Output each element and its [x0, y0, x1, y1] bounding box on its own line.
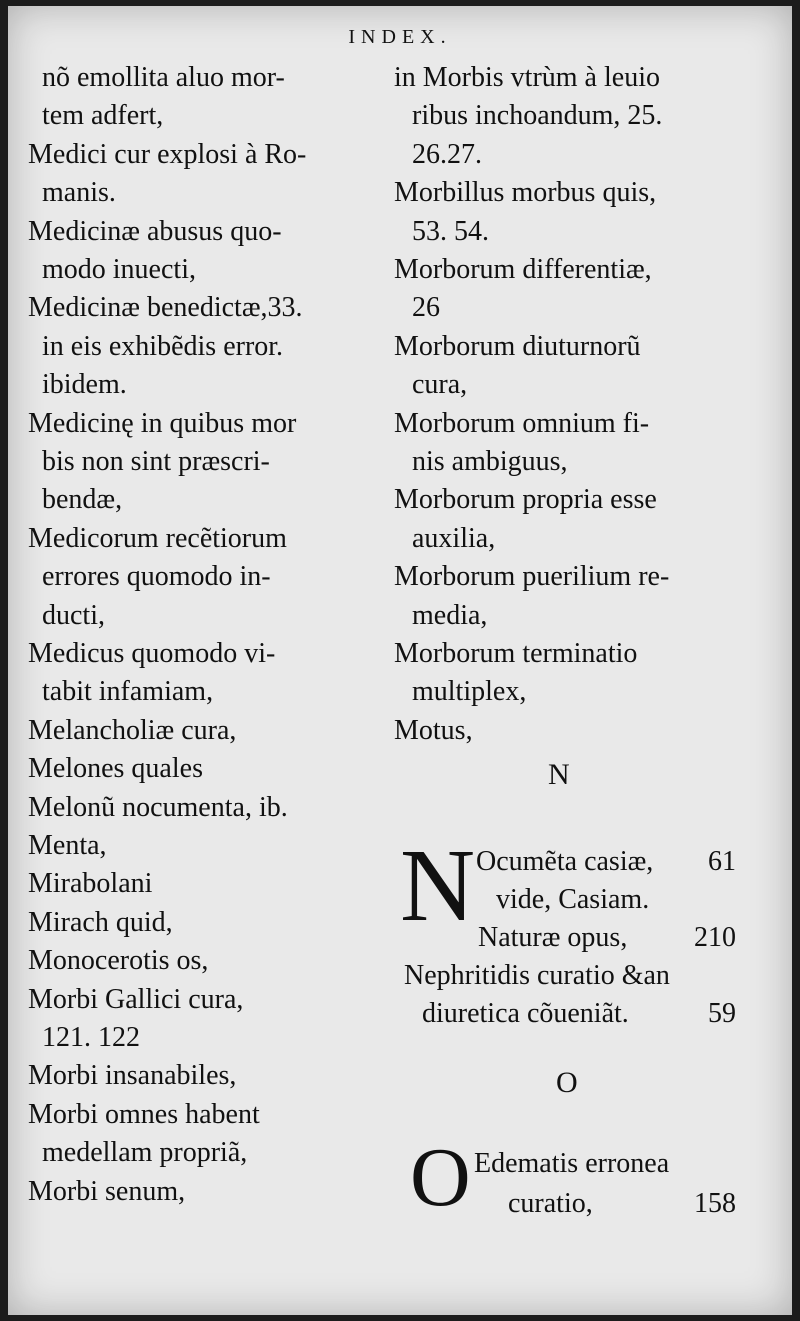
index-entry: Monocerotis os, [28, 945, 209, 977]
index-entry: Medicinæ abusus quo- [28, 215, 282, 247]
index-entry: bendæ, [42, 484, 123, 516]
index-entry: 121. 122 [42, 1022, 140, 1053]
index-entry: Mirabolani [28, 868, 153, 900]
index-entry: Morborum propria esse [394, 484, 657, 516]
index-entry: Morbi Gallici cura, [28, 983, 244, 1015]
index-entry: Mirach quid, [28, 906, 173, 938]
index-entry: Medicorum recẽtiorum [28, 522, 287, 554]
index-entry: nõ emollita aluo mor- [42, 62, 285, 93]
section-heading-n: N [548, 758, 570, 791]
index-entry: diuretica cõueniãt. [422, 998, 629, 1029]
page-number: 61 [708, 846, 736, 877]
index-entry: 53. 54. [412, 215, 489, 247]
index-entry: Morborum puerilium re- [394, 561, 670, 593]
index-entry: bis non sint præscri- [42, 446, 270, 477]
index-entry: medellam propriã, [42, 1137, 248, 1169]
index-entry: tabit infamiam, [42, 676, 214, 708]
section-heading-o: O [556, 1066, 578, 1099]
index-entry: Edematis erronea [474, 1148, 670, 1179]
index-entry: nis ambiguus, [412, 446, 568, 477]
index-entry: in Morbis vtrùm à leuio [394, 62, 660, 93]
index-entry: Medicinæ benedictæ,33. [28, 292, 303, 324]
index-entry: Melonũ nocumenta, ib. [28, 791, 288, 823]
index-entry: Morborum terminatio [394, 638, 638, 669]
index-entry: Morborum differentiæ, [394, 254, 652, 285]
index-entry: Melones quales [28, 753, 203, 785]
page-header: INDEX. [348, 26, 452, 48]
index-entry: vide, Casiam. [496, 884, 650, 915]
index-entry: modo inuecti, [42, 254, 196, 285]
index-entry: Morborum diuturnorũ [394, 330, 641, 362]
index-entry: Ocumẽta casiæ, [476, 846, 654, 877]
index-entry: Morbi insanabiles, [28, 1060, 237, 1092]
index-entry: manis. [42, 177, 116, 209]
index-entry: multiplex, [412, 676, 527, 708]
index-entry: Medicinę in quibus mor [28, 407, 297, 439]
drop-cap-n: N [400, 828, 476, 943]
index-entry: Medicus quomodo vi- [28, 638, 276, 669]
index-entry: Motus, [394, 714, 473, 746]
index-entry: ducti, [42, 599, 105, 631]
index-entry: ribus inchoandum, 25. [412, 100, 663, 132]
index-entry: Melancholiæ cura, [28, 714, 237, 746]
index-entry: in eis exhibẽdis error. [42, 330, 284, 362]
index-entry: ibidem. [42, 369, 127, 401]
index-entry: 26 [412, 292, 440, 324]
index-entry: errores quomodo in- [42, 561, 271, 593]
index-entry: Nephritidis curatio &an [404, 960, 670, 991]
index-entry: cura, [412, 369, 468, 401]
index-entry: auxilia, [412, 522, 496, 554]
index-entry: 26.27. [412, 138, 482, 170]
page-number: 210 [694, 922, 736, 953]
index-entry: Naturæ opus, [478, 922, 628, 953]
page-number: 158 [694, 1188, 736, 1219]
index-entry: Menta, [28, 830, 107, 861]
drop-cap-o: O [410, 1131, 471, 1224]
index-entry: Morbillus morbus quis, [394, 177, 657, 209]
index-entry: Morbi senum, [28, 1175, 186, 1207]
index-entry: Medici cur explosi à Ro- [28, 138, 307, 170]
book-page [8, 6, 792, 1315]
index-entry: Morbi omnes habent [28, 1098, 260, 1130]
index-entry: tem adfert, [42, 100, 164, 132]
index-entry: media, [412, 599, 488, 631]
page-number: 59 [708, 998, 736, 1029]
index-entry: Morborum omnium fi- [394, 407, 650, 439]
index-entry: curatio, [508, 1188, 593, 1219]
